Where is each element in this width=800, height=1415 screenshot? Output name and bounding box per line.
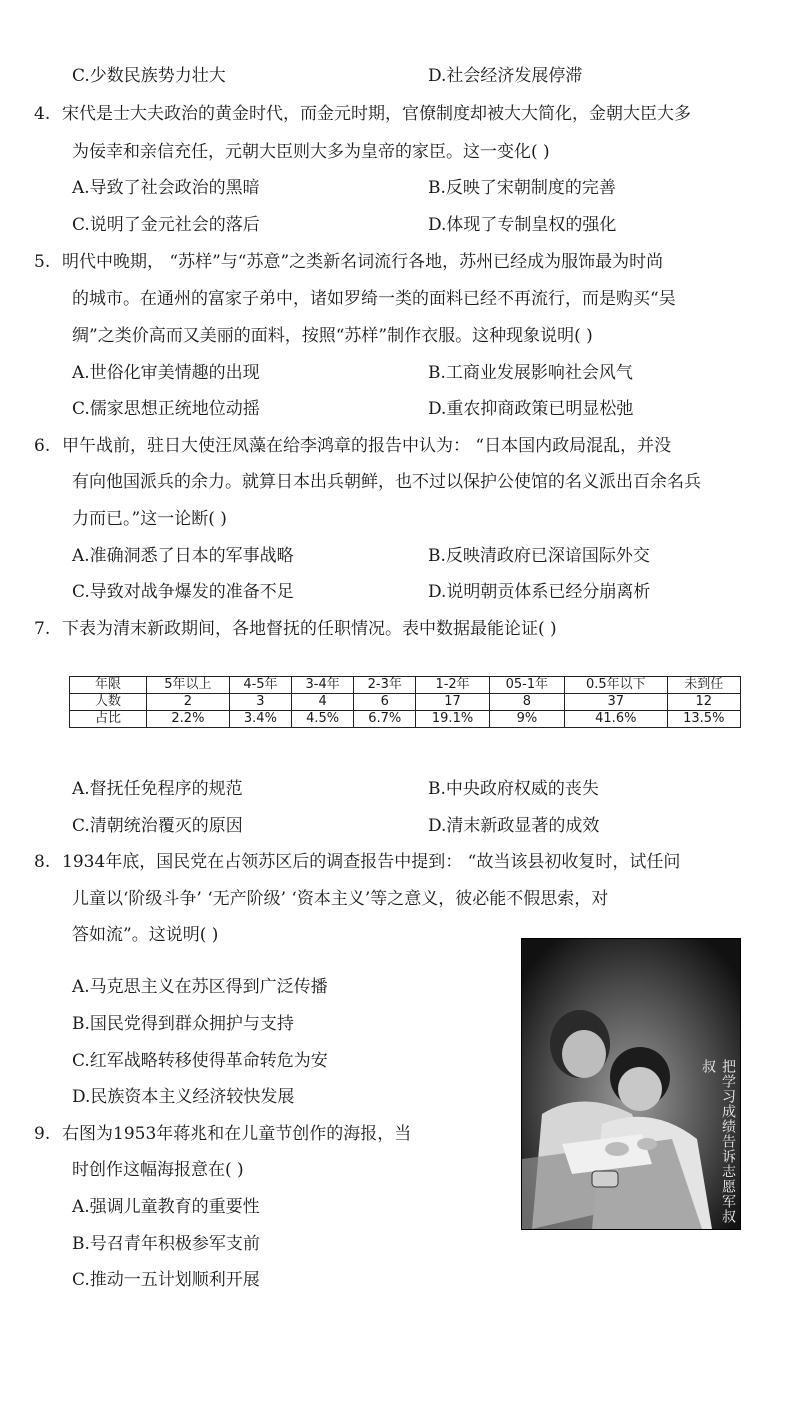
table-cell: 5年以上 <box>147 677 230 694</box>
q5-number: 5. <box>34 252 51 272</box>
table-cell: 17 <box>416 694 489 711</box>
poster-image <box>521 938 741 1230</box>
q5-option-c[interactable]: C.儒家思想正统地位动摇 <box>72 399 260 419</box>
q4-option-d[interactable]: D.体现了专制皇权的强化 <box>428 215 617 235</box>
table-cell: 9% <box>489 711 564 728</box>
q8-text-1: 1934年底，国民党在占领苏区后的调查报告中提到： “故当该县初收复时，试任问 <box>62 852 681 872</box>
q3-option-c[interactable]: C.少数民族势力壮大 <box>72 66 226 86</box>
table-cell: 6 <box>354 694 416 711</box>
q4-text-1: 宋代是士大夫政治的黄金时代，而金元时期，官僚制度却被大大简化，金朝大臣大多 <box>62 104 691 124</box>
table-row <box>70 694 741 711</box>
q3-option-d[interactable]: D.社会经济发展停滞 <box>428 66 583 86</box>
poster-caption: 把学习成绩告诉志愿军叔叔 <box>700 1059 736 1224</box>
q5-stem-line3: 绸”之类价高而又美丽的面料，按照“苏样”制作衣服。这种现象说明( ) <box>72 326 593 346</box>
table-row <box>70 711 741 728</box>
q7-text-1: 下表为清末新政期间，各地督抚的任职情况。表中数据最能论证( ) <box>62 619 557 639</box>
table-cell: 4.5% <box>292 711 354 728</box>
q6-stem-line3: 力而已。”这一论断( ) <box>72 509 227 529</box>
table-cell: 12 <box>667 694 740 711</box>
table-cell: 3-4年 <box>292 677 354 694</box>
q4-number: 4. <box>34 104 51 124</box>
table-cell: 2-3年 <box>354 677 416 694</box>
q8-option-c[interactable]: C.红军战略转移使得革命转危为安 <box>72 1051 328 1071</box>
q8-stem-line3: 答如流”。这说明( ) <box>72 925 219 945</box>
q6-number: 6. <box>34 436 51 456</box>
table-cell: 2.2% <box>147 711 230 728</box>
poster-illustration <box>522 939 740 1229</box>
table-cell: 4-5年 <box>229 677 291 694</box>
table-cell: 人数 <box>70 694 147 711</box>
q7-number: 7. <box>34 619 51 639</box>
table-cell: 41.6% <box>565 711 668 728</box>
q4-option-b[interactable]: B.反映了宋朝制度的完善 <box>428 178 616 198</box>
q7-stem-line1 <box>34 617 557 641</box>
q6-option-d[interactable]: D.说明朝贡体系已经分崩离析 <box>428 582 651 602</box>
q7-option-a[interactable]: A.督抚任免程序的规范 <box>72 779 243 799</box>
q4-option-c[interactable]: C.说明了金元社会的落后 <box>72 215 260 235</box>
table-cell: 19.1% <box>416 711 489 728</box>
q5-option-a[interactable]: A.世俗化审美情趣的出现 <box>72 363 260 383</box>
q9-stem-line1 <box>34 1122 411 1146</box>
q8-stem-line2: 儿童以‘阶级斗争’ ‘无产阶级’ ‘资本主义’等之意义，彼必能不假思索，对 <box>72 889 609 909</box>
q9-text-1: 右图为1953年蒋兆和在儿童节创作的海报，当 <box>62 1124 412 1144</box>
q4-option-a[interactable]: A.导致了社会政治的黑暗 <box>72 178 260 198</box>
table-cell: 2 <box>147 694 230 711</box>
q8-option-a[interactable]: A.马克思主义在苏区得到广泛传播 <box>72 977 328 997</box>
table-cell: 05-1年 <box>489 677 564 694</box>
q7-option-c[interactable]: C.清朝统治覆灭的原因 <box>72 816 243 836</box>
q6-option-c[interactable]: C.导致对战争爆发的准备不足 <box>72 582 294 602</box>
governor-tenure-table <box>69 676 741 728</box>
table-row <box>70 677 741 694</box>
table-cell: 3 <box>229 694 291 711</box>
table-cell: 37 <box>565 694 668 711</box>
q9-number: 9. <box>34 1124 51 1144</box>
q7-option-d[interactable]: D.清末新政显著的成效 <box>428 816 600 836</box>
q4-stem-line1 <box>34 102 691 126</box>
q6-option-b[interactable]: B.反映清政府已深谙国际外交 <box>428 546 650 566</box>
table-cell: 1-2年 <box>416 677 489 694</box>
table-cell: 年限 <box>70 677 147 694</box>
table-cell: 6.7% <box>354 711 416 728</box>
table-cell: 未到任 <box>667 677 740 694</box>
table-cell: 3.4% <box>229 711 291 728</box>
q6-stem-line1 <box>34 434 671 458</box>
q5-text-1: 明代中晚期， “苏样”与“苏意”之类新名词流行各地，苏州已经成为服饰最为时尚 <box>62 252 664 272</box>
q5-option-d[interactable]: D.重农抑商政策已明显松弛 <box>428 399 634 419</box>
q5-option-b[interactable]: B.工商业发展影响社会风气 <box>428 363 633 383</box>
q5-stem-line2: 的城市。在通州的富家子弟中，诸如罗绮一类的面料已经不再流行，而是购买“吴 <box>72 289 676 309</box>
table-cell: 占比 <box>70 711 147 728</box>
q9-option-c[interactable]: C.推动一五计划顺利开展 <box>72 1270 260 1290</box>
table-cell: 13.5% <box>667 711 740 728</box>
table-cell: 0.5年以下 <box>565 677 668 694</box>
q9-stem-line2: 时创作这幅海报意在( ) <box>72 1160 244 1180</box>
table-cell: 8 <box>489 694 564 711</box>
q6-option-a[interactable]: A.准确洞悉了日本的军事战略 <box>72 546 294 566</box>
q5-stem-line1 <box>34 250 663 274</box>
q4-stem-line2: 为佞幸和亲信充任，元朝大臣则大多为皇帝的家臣。这一变化( ) <box>72 142 550 162</box>
q8-option-b[interactable]: B.国民党得到群众拥护与支持 <box>72 1014 294 1034</box>
q9-option-b[interactable]: B.号召青年积极参军支前 <box>72 1234 260 1254</box>
table-cell: 4 <box>292 694 354 711</box>
q7-option-b[interactable]: B.中央政府权威的丧失 <box>428 779 599 799</box>
q8-option-d[interactable]: D.民族资本主义经济较快发展 <box>72 1087 295 1107</box>
q9-option-a[interactable]: A.强调儿童教育的重要性 <box>72 1197 260 1217</box>
q8-stem-line1 <box>34 850 680 874</box>
q6-stem-line2: 有向他国派兵的余力。就算日本出兵朝鲜，也不过以保护公使馆的名义派出百余名兵 <box>72 472 701 492</box>
q6-text-1: 甲午战前，驻日大使汪凤藻在给李鸿章的报告中认为： “日本国内政局混乱，并没 <box>62 436 672 456</box>
q8-number: 8. <box>34 852 51 872</box>
